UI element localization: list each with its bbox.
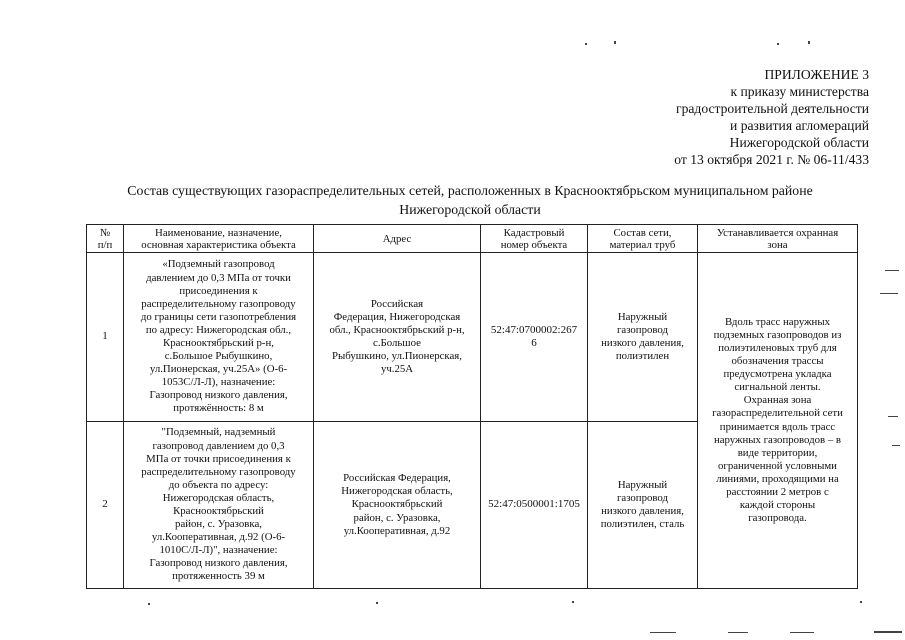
scan-speck bbox=[808, 41, 810, 44]
header-name: Наименование, назначение, основная характеристика объекта bbox=[124, 225, 314, 253]
appendix-line: к приказу министерства bbox=[730, 84, 869, 99]
scan-mark bbox=[880, 293, 898, 294]
scan-mark bbox=[892, 445, 900, 446]
header-cadastral: Кадастровый номер объекта bbox=[481, 225, 588, 253]
appendix-line: Нижегородской области bbox=[729, 135, 869, 150]
appendix-line: градостроительной деятельности bbox=[676, 101, 869, 116]
title-line-2: Нижегородской области bbox=[399, 202, 541, 217]
object-address: Российская Федерация, Нижегородская область, Краснооктябрьский район, с. Уразовка, ул.Кооперативная, д.92 bbox=[314, 422, 481, 589]
scan-speck bbox=[148, 603, 150, 605]
network-composition: Наружный газопровод низкого давления, полиэтилен, сталь bbox=[588, 422, 698, 589]
scan-mark bbox=[790, 632, 814, 633]
network-composition: Наружный газопровод низкого давления, полиэтилен bbox=[588, 253, 698, 422]
scan-speck bbox=[614, 41, 616, 44]
scan-mark bbox=[874, 631, 902, 633]
cadastral-number: 52:47:0500001:1705 bbox=[481, 422, 588, 589]
scan-speck bbox=[585, 43, 587, 45]
object-description: "Подземный, надземный газопровод давлением до 0,3 МПа от точки присоединения к распределительному газопроводу до объекта по адресу: Нижегородская область, Краснооктябрьский район, с. Уразовка, ул.Кооперативная, д.92 (О-6- 1010С/Л-Л)", назначение: Газопровод низкого давления, протяженность 39 м bbox=[124, 422, 314, 589]
object-description: «Подземный газопровод давлением до 0,3 МПа от точки присоединения к распределительному газопроводу до границы сети газопотребления по адресу: Нижегородская обл., Краснооктябрьский р-н, с.Большое Рыбушкино, ул.Пионерская, уч.25А» (О-6- 1053С/Л-Л), назначение: Газопровод низкого давления, протяжённость: 8 м bbox=[124, 253, 314, 422]
scan-speck bbox=[777, 43, 779, 45]
row-number: 2 bbox=[87, 422, 124, 589]
scan-speck bbox=[376, 602, 378, 604]
scan-mark bbox=[888, 416, 898, 417]
gas-network-table bbox=[86, 224, 858, 589]
table-header-row bbox=[87, 225, 858, 253]
protection-zone: Вдоль трасс наружных подземных газопроводов из полиэтиленовых труб для обозначения трассы предусмотрена укладка сигнальной ленты. Охранная зона газораспределительной сети принимается вдоль трасс наружных газопроводов – в виде территории, ограниченной условными линиями, проходящими на расстоянии 2 метров с каждой стороны газопровода. bbox=[698, 253, 858, 589]
appendix-line: от 13 октября 2021 г. № 06-11/433 bbox=[674, 152, 869, 167]
row-number: 1 bbox=[87, 253, 124, 422]
appendix-line: и развития агломераций bbox=[730, 118, 869, 133]
header-network: Состав сети, материал труб bbox=[588, 225, 698, 253]
header-zone: Устанавливается охранная зона bbox=[698, 225, 858, 253]
document-title bbox=[60, 181, 880, 219]
table-row bbox=[87, 253, 858, 422]
scan-mark bbox=[650, 632, 676, 633]
appendix-line: ПРИЛОЖЕНИЕ 3 bbox=[764, 67, 869, 82]
title-line-1: Состав существующих газораспределительных сетей, расположенных в Краснооктябрьском муниципальном районе bbox=[127, 183, 813, 198]
header-address: Адрес bbox=[314, 225, 481, 253]
scan-mark bbox=[728, 632, 748, 633]
appendix-header bbox=[674, 66, 869, 168]
cadastral-number: 52:47:0700002:267 6 bbox=[481, 253, 588, 422]
scan-mark bbox=[885, 270, 899, 271]
object-address: Российская Федерация, Нижегородская обл., Краснооктябрьский р-н, с.Большое Рыбушкино, ул.Пионерская, уч.25А bbox=[314, 253, 481, 422]
scan-speck bbox=[860, 601, 862, 603]
header-num: № п/п bbox=[87, 225, 124, 253]
scan-speck bbox=[572, 601, 574, 603]
